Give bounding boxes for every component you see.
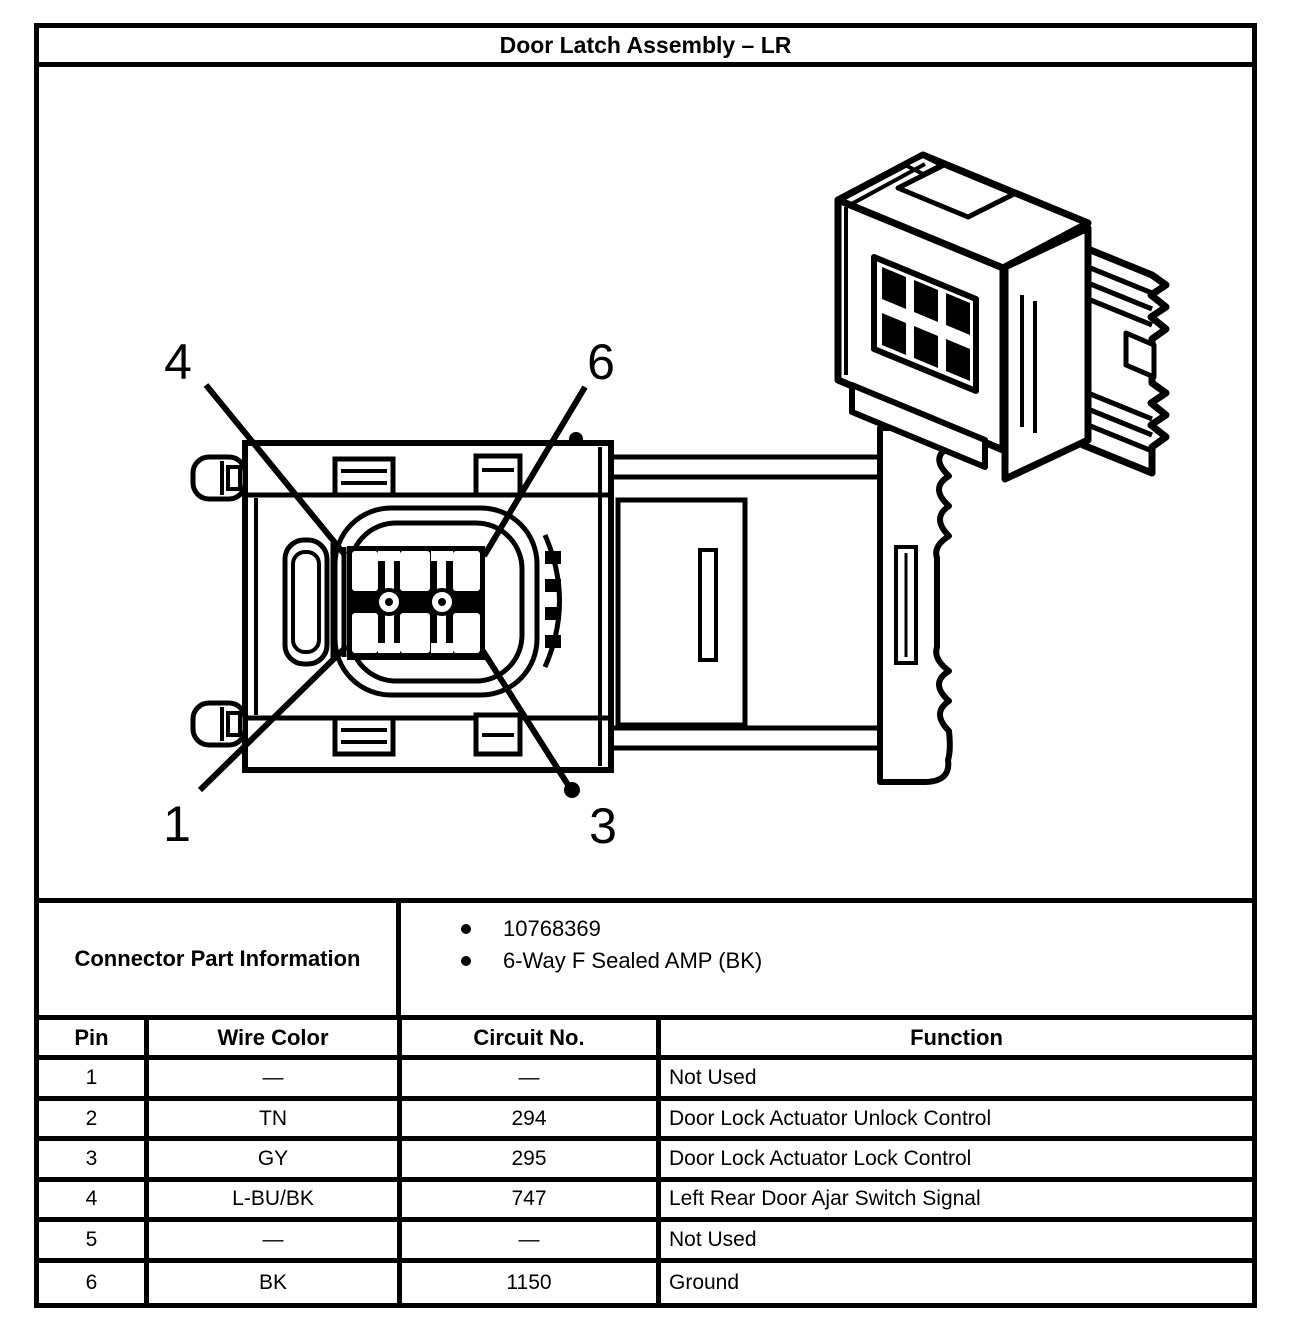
rear-block — [1005, 228, 1088, 479]
connector-diagram-panel — [34, 67, 1257, 903]
callout-pin-6: 6 — [587, 334, 615, 390]
function-cell: Ground — [669, 1270, 740, 1294]
part-number: 10768369 — [503, 916, 601, 941]
circuit-no-cell: — — [402, 1060, 661, 1100]
circuit-no-cell: 1150 — [402, 1263, 661, 1303]
connector-part-information-label: Connector Part Information — [39, 903, 401, 1015]
function-cell: Door Lock Actuator Unlock Control — [661, 1101, 1252, 1141]
list-item — [401, 913, 1252, 945]
wire-color-cell: BK — [149, 1263, 402, 1303]
callout-pin-3: 3 — [589, 798, 617, 854]
col-header-function: Function — [661, 1020, 1252, 1060]
pin-cell: 2 — [39, 1101, 149, 1141]
page-title: Door Latch Assembly – LR — [34, 23, 1257, 67]
col-header-circuit-no: Circuit No. — [402, 1020, 661, 1060]
circuit-no-cell: 294 — [402, 1101, 661, 1141]
callout-pin-4: 4 — [164, 334, 192, 390]
function-cell: Not Used — [661, 1060, 1252, 1100]
function-cell: Door Lock Actuator Lock Control — [661, 1141, 1252, 1181]
seal-plug-dot — [569, 432, 583, 446]
pin-cell: 6 — [39, 1263, 149, 1303]
front-view — [163, 334, 950, 854]
pin-cell: 3 — [39, 1141, 149, 1181]
list-item — [401, 945, 1252, 977]
circuit-no-cell: 747 — [402, 1182, 661, 1222]
col-header-wire-color: Wire Color — [149, 1020, 402, 1060]
pin-cell: 5 — [39, 1222, 149, 1262]
wire-color-cell: L-BU/BK — [149, 1182, 402, 1222]
circuit-no-cell: 295 — [402, 1141, 661, 1181]
circuit-no-cell: — — [402, 1222, 661, 1262]
terminal-cavity-block — [347, 546, 485, 660]
leader-end-dot — [564, 782, 580, 798]
wire-color-cell: GY — [149, 1141, 402, 1181]
retainer-and-rails — [611, 457, 880, 748]
bullet-icon — [461, 924, 471, 934]
col-header-pin: Pin — [39, 1020, 149, 1060]
wire-color-cell: — — [149, 1060, 402, 1100]
function-cell: Not Used — [661, 1222, 1252, 1262]
wire-color-cell: TN — [149, 1101, 402, 1141]
connector-diagram — [39, 67, 1252, 898]
connector-part-information-list — [401, 903, 1252, 1015]
index-tower — [285, 540, 344, 664]
document-frame — [34, 23, 1257, 1308]
bullet-icon — [461, 956, 471, 966]
side-latch-bumps — [193, 457, 245, 745]
callout-pin-1: 1 — [163, 796, 191, 852]
pinout-table — [34, 1020, 1257, 1308]
function-cell: Left Rear Door Ajar Switch Signal — [661, 1182, 1252, 1222]
scalloped-bracket — [880, 428, 950, 782]
wire-color-cell: — — [149, 1222, 402, 1262]
pin-cell: 1 — [39, 1060, 149, 1100]
connector-part-information-section — [34, 903, 1257, 1020]
pin-cell: 4 — [39, 1182, 149, 1222]
part-description: 6-Way F Sealed AMP (BK) — [503, 948, 763, 973]
